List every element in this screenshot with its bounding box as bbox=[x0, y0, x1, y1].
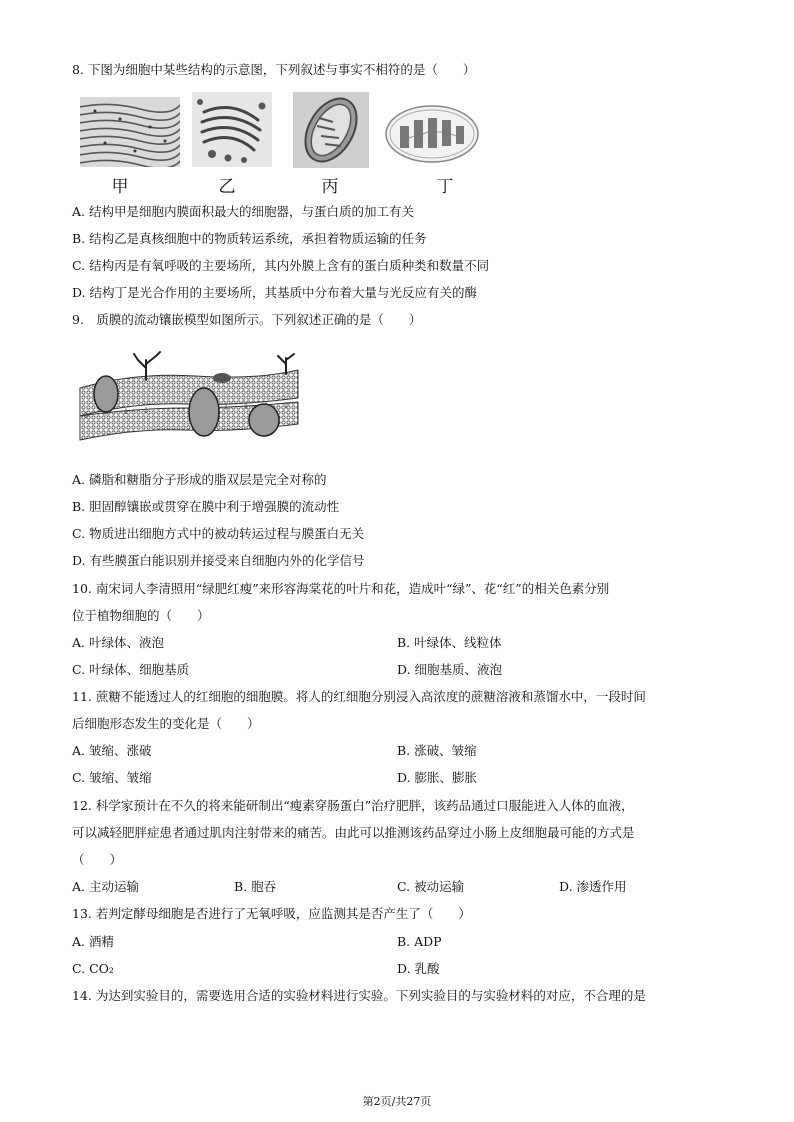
q9-option-d: D. 有些膜蛋白能识别并接受来自细胞内外的化学信号 bbox=[72, 553, 365, 568]
q13-option-c: C. CO₂ bbox=[72, 961, 114, 976]
q12-stem-line2: 可以减轻肥胖症患者通过肌肉注射带来的痛苦。由此可以推测该药品穿过小肠上皮细胞最可能的方式是 bbox=[72, 825, 635, 840]
q13-stem: 13. 若判定酵母细胞是否进行了无氧呼吸，应监测其是否产生了（ ） bbox=[72, 906, 471, 921]
q12-option-a: A. 主动运输 bbox=[72, 879, 139, 894]
figure-label-jia: 甲 bbox=[111, 177, 129, 197]
q14-stem: 14. 为达到实验目的，需要选用合适的实验材料进行实验。下列实验目的与实验材料的对应，不合理的是 bbox=[72, 988, 646, 1003]
q11-stem-line1: 11. 蔗糖不能透过人的红细胞的细胞膜。将人的红细胞分别浸入高浓度的蔗糖溶液和蒸馏水中，一段时间 bbox=[72, 689, 646, 704]
figure-er bbox=[80, 97, 180, 167]
q10-stem-line2: 位于植物细胞的（ ） bbox=[72, 608, 210, 623]
q8-option-d: D. 结构丁是光合作用的主要场所，其基质中分布着大量与光反应有关的酶 bbox=[72, 285, 478, 300]
q10-option-d: D. 细胞基质、液泡 bbox=[397, 662, 503, 677]
page-number: 第2页/共27页 bbox=[362, 1095, 432, 1108]
q9-option-a: A. 磷脂和糖脂分子形成的脂双层是完全对称的 bbox=[72, 472, 327, 487]
q12-option-b: B. 胞吞 bbox=[234, 879, 277, 894]
q11-option-a: A. 皱缩、涨破 bbox=[72, 743, 152, 758]
q12-stem-line3: （ ） bbox=[72, 852, 123, 867]
q10-option-a: A. 叶绿体、液泡 bbox=[72, 635, 164, 650]
q12-option-c: C. 被动运输 bbox=[397, 879, 465, 894]
figure-golgi bbox=[192, 92, 272, 167]
q10-option-c: C. 叶绿体、细胞基质 bbox=[72, 662, 190, 677]
figure-membrane-model bbox=[76, 350, 302, 446]
q12-option-d: D. 渗透作用 bbox=[559, 879, 627, 894]
q11-option-d: D. 膨胀、膨胀 bbox=[397, 770, 478, 785]
q8-option-a: A. 结构甲是细胞内膜面积最大的细胞器，与蛋白质的加工有关 bbox=[72, 204, 414, 219]
q10-option-b: B. 叶绿体、线粒体 bbox=[397, 635, 502, 650]
q9-stem: 9. 质膜的流动镶嵌模型如图所示。下列叙述正确的是（ ） bbox=[72, 312, 422, 327]
q13-option-d: D. 乳酸 bbox=[397, 961, 440, 976]
q11-stem-line2: 后细胞形态发生的变化是（ ） bbox=[72, 716, 260, 731]
q12-stem-line1: 12. 科学家预计在不久的将来能研制出“瘦素穿肠蛋白”治疗肥胖，该药品通过口服能进入人体的血液， bbox=[72, 798, 634, 813]
q9-option-b: B. 胆固醇镶嵌或贯穿在膜中利于增强膜的流动性 bbox=[72, 499, 340, 514]
q8-stem: 8. 下图为细胞中某些结构的示意图，下列叙述与事实不相符的是（ ） bbox=[72, 62, 476, 77]
q8-option-c: C. 结构丙是有氧呼吸的主要场所，其内外膜上含有的蛋白质种类和数量不同 bbox=[72, 258, 490, 273]
q11-option-b: B. 涨破、皱缩 bbox=[397, 743, 477, 758]
figure-label-bing: 丙 bbox=[321, 177, 339, 197]
figure-label-yi: 乙 bbox=[218, 177, 236, 197]
q9-option-c: C. 物质进出细胞方式中的被动转运过程与膜蛋白无关 bbox=[72, 526, 365, 541]
q13-option-b: B. ADP bbox=[397, 934, 442, 949]
q13-option-a: A. 酒精 bbox=[72, 934, 114, 949]
q10-stem-line1: 10. 南宋词人李清照用“绿肥红瘦”来形容海棠花的叶片和花，造成叶“绿”、花“红”的相关色素分别 bbox=[72, 581, 610, 596]
figure-chloroplast bbox=[384, 102, 480, 166]
q8-option-b: B. 结构乙是真核细胞中的物质转运系统，承担着物质运输的任务 bbox=[72, 231, 427, 246]
figure-mitochondrion bbox=[293, 92, 369, 168]
figure-label-ding: 丁 bbox=[436, 177, 454, 197]
q11-option-c: C. 皱缩、皱缩 bbox=[72, 770, 152, 785]
